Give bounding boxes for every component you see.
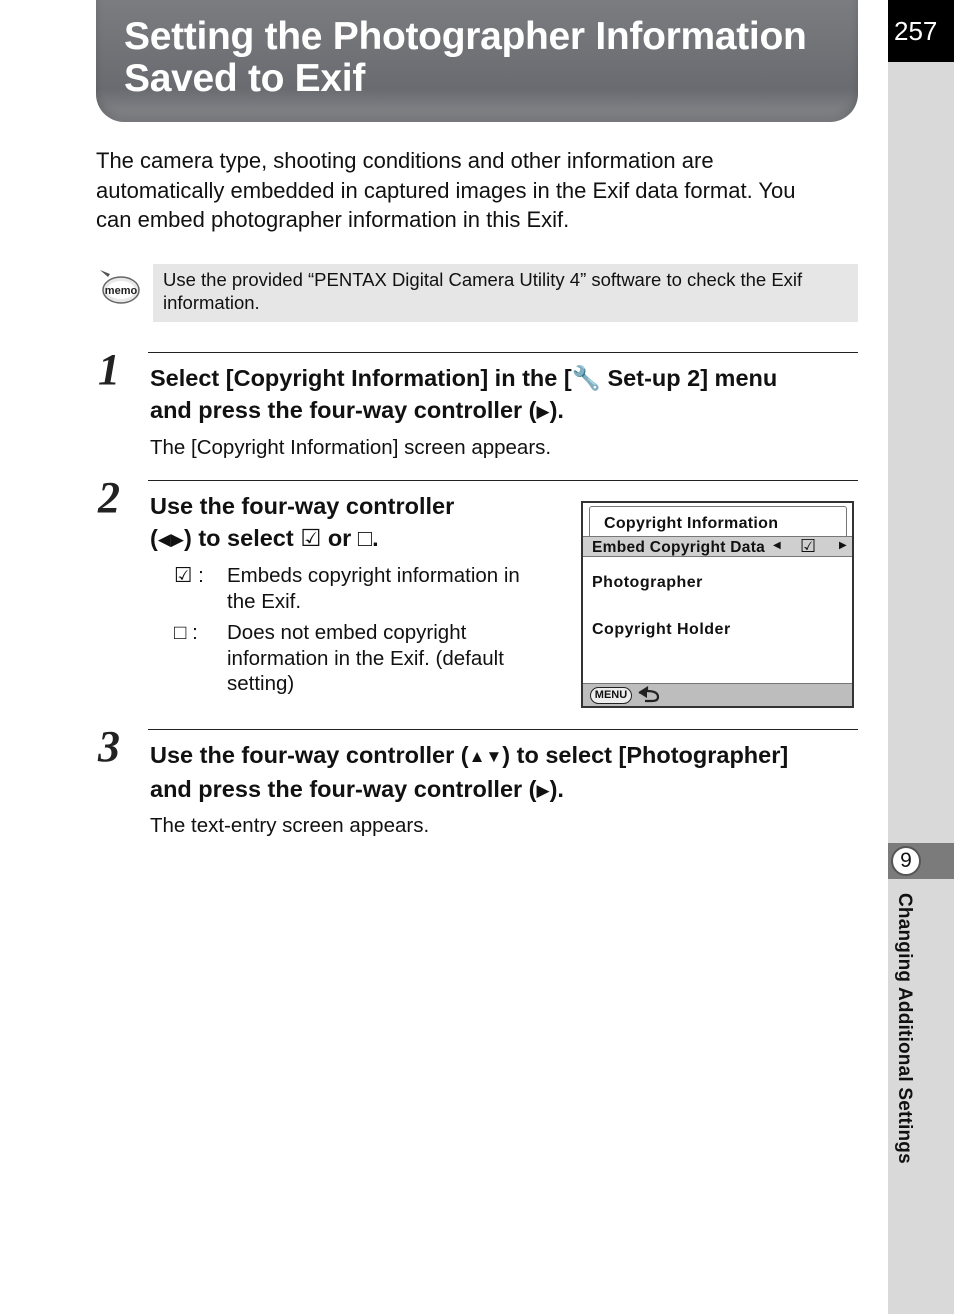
option-line: the Exif. [227, 589, 302, 613]
option-symbol: ☑ : [174, 564, 204, 587]
option-line: information in the Exif. (default [227, 646, 504, 670]
left-arrow-icon: ◀ [773, 540, 781, 551]
right-arrow-icon: ▶ [536, 402, 550, 421]
step-1-heading-text: Set-up 2] menu [600, 365, 778, 391]
embed-copyright-label: Embed Copyright Data [592, 539, 766, 556]
memo-line: Use the provided “PENTAX Digital Camera Utility 4” software to check the Exif [163, 269, 803, 290]
menu-button[interactable]: MENU [590, 687, 632, 704]
option-text [227, 620, 557, 697]
title-banner [96, 0, 858, 122]
option-symbol: □ : [174, 621, 198, 644]
intro-line: The camera type, shooting conditions and other information are [96, 148, 714, 173]
step-number: 3 [98, 722, 120, 771]
screen-footer [583, 683, 852, 706]
step-3-heading [150, 739, 788, 807]
title-line-1: Setting the Photographer Information [124, 15, 807, 58]
intro-paragraph [96, 146, 866, 235]
step-2-heading-text: Use the four-way controller [150, 493, 455, 519]
back-arrow-icon [633, 685, 661, 705]
memo-box [153, 264, 858, 322]
camera-screen [581, 501, 854, 708]
checkbox-checked-icon: ☑ [300, 525, 322, 551]
step-number: 1 [98, 345, 120, 394]
down-arrow-icon: ▼ [485, 747, 503, 766]
step-2-heading-text: ) to select [183, 525, 301, 551]
step-divider [148, 729, 858, 730]
chapter-number: 9 [891, 846, 921, 876]
step-1-body: The [Copyright Information] screen appears. [150, 436, 552, 459]
photographer-field[interactable]: Photographer [592, 574, 703, 591]
step-2-heading-text: or [321, 525, 358, 551]
option-line: Embeds copyright information in [227, 564, 520, 587]
screen-tab [589, 506, 847, 536]
option-text [227, 563, 557, 614]
step-3-heading-text: ) to select [Photographer] [502, 742, 789, 768]
checkbox-empty-icon: □ [357, 525, 373, 551]
step-2-heading-text: . [372, 525, 379, 551]
right-arrow-icon: ▶ [839, 540, 847, 551]
step-number: 2 [98, 473, 120, 522]
embed-copyright-row[interactable] [583, 536, 852, 557]
option-line: setting) [227, 672, 295, 695]
step-3-body: The text-entry screen appears. [150, 814, 430, 837]
step-3-heading-text: ). [549, 776, 564, 802]
left-arrow-icon: ◀ [157, 530, 171, 549]
step-1-heading-text: Select [Copyright Information] in the [ [150, 365, 572, 391]
svg-text:memo: memo [104, 285, 138, 297]
page-number: 257 [888, 0, 954, 62]
intro-line: automatically embedded in captured images in the Exif data format. You [96, 177, 796, 203]
wrench-icon: 🔧 [571, 365, 601, 391]
memo-line: information. [163, 292, 260, 313]
step-1-heading [150, 362, 777, 428]
page-title [124, 16, 807, 100]
step-3-heading-text: and press the four-way controller ( [150, 776, 537, 802]
up-arrow-icon: ▲ [468, 747, 486, 766]
option-line: Does not embed copyright [227, 621, 467, 644]
right-arrow-icon: ▶ [536, 781, 550, 800]
intro-line: can embed photographer information in this Exif. [96, 207, 570, 232]
right-arrow-icon: ▶ [170, 530, 184, 549]
checkbox-checked-icon: ☑ [800, 536, 817, 556]
step-3-heading-text: Use the four-way controller ( [150, 742, 469, 768]
memo-icon [98, 268, 140, 306]
copyright-holder-field[interactable]: Copyright Holder [592, 621, 731, 638]
step-divider [148, 352, 858, 353]
screen-tab-title: Copyright Information [604, 515, 779, 532]
step-2-heading [150, 490, 454, 556]
step-1-heading-text: ). [549, 397, 564, 423]
step-divider [148, 480, 858, 481]
step-1-heading-text: and press the four-way controller ( [150, 397, 537, 423]
chapter-title: Changing Additional Settings [894, 893, 915, 1164]
step-2-heading-text: ( [150, 525, 158, 551]
title-line-2: Saved to Exif [124, 57, 366, 100]
